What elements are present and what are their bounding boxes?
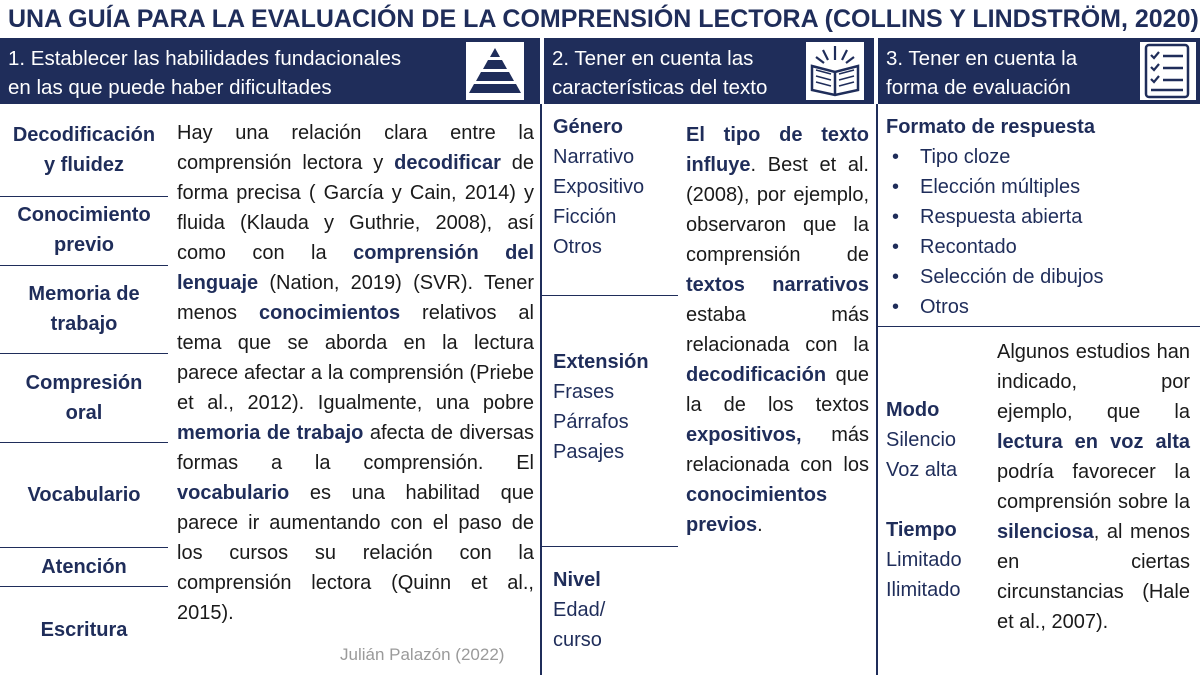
skill-label: Vocabulario	[27, 484, 141, 506]
text-run: afecta de diversas formas a la comprensión. El	[177, 422, 534, 474]
skill-conocimiento-previo	[0, 198, 168, 262]
text-run: . Best et al. (2008), por ejemplo, observaron que la comprensión de	[686, 154, 869, 266]
reading-mode-paragraph	[997, 337, 1190, 637]
skill-label: Escritura	[40, 619, 128, 641]
list-item: Párrafos	[553, 411, 629, 433]
list-item: Silencio	[886, 429, 957, 451]
text-run: más relacionada con los	[686, 424, 869, 476]
response-format-list	[886, 112, 1194, 322]
row-divider	[0, 442, 168, 443]
header-line: 2. Tener en cuenta las	[552, 47, 754, 70]
list-item: Expositivo	[553, 176, 645, 198]
row-divider	[0, 586, 168, 587]
highlight-term: El tipo de texto influye	[686, 124, 869, 176]
list-item: • Otros	[886, 292, 1194, 322]
list-item: Frases	[553, 381, 615, 403]
highlight-term: memoria de trabajo	[177, 422, 364, 444]
list-heading: Extensión	[553, 351, 649, 373]
highlight-term: conocimientos previos	[686, 484, 828, 536]
skill-atencion	[0, 550, 168, 584]
skill-label: trabajo	[50, 313, 118, 335]
header-line: características del texto	[552, 76, 768, 99]
text-run: (Nation, 2019) (SVR). Tener menos	[177, 272, 534, 324]
highlight-term: expositivos,	[686, 424, 802, 446]
text-run: es una habilitad que parece ir aumentando con el paso de los cursos su relación con la comprensión lectora (Quinn et al., 2015).	[177, 482, 534, 624]
text-run: Hay una relación clara entre la comprensión lectora y	[177, 122, 534, 174]
skill-decodificacion	[0, 118, 168, 182]
row-divider	[0, 196, 168, 197]
column-divider	[540, 104, 542, 675]
text-run: estaba más relacionada con la	[686, 304, 869, 356]
text-run: relativos al tema que se aborda en la lectura parece afectar a la comprensión (Priebe et al., 2012). Igualmente, una pobre	[177, 302, 535, 414]
list-heading: Formato de respuesta	[886, 116, 1095, 138]
skill-label: Memoria de	[28, 283, 140, 305]
skill-label: Atención	[41, 556, 127, 578]
text-run: .	[757, 514, 763, 536]
time-list	[886, 515, 962, 605]
list-heading: Género	[553, 116, 624, 138]
skill-escritura	[0, 613, 168, 647]
length-list	[553, 347, 649, 467]
list-item: Voz alta	[886, 459, 958, 481]
skill-memoria-de-trabajo	[0, 276, 168, 342]
list-item: Limitado	[886, 549, 962, 571]
list-item: Pasajes	[553, 441, 625, 463]
list-item: • Selección de dibujos	[886, 262, 1194, 292]
row-divider	[542, 546, 678, 547]
list-item: Narrativo	[553, 146, 635, 168]
row-divider	[0, 265, 168, 266]
pyramid-icon	[466, 42, 524, 100]
author-credit: Julián Palazón (2022)	[340, 645, 505, 664]
row-divider	[542, 295, 678, 296]
skill-label: Decodificación	[12, 124, 156, 146]
skill-label: y fluidez	[43, 154, 124, 176]
section-header-assessment-form	[878, 38, 1200, 104]
text-run: , al menos en ciertas circunstancias (Hale et al., 2007).	[997, 521, 1190, 633]
genre-list	[553, 112, 644, 262]
level-list	[553, 565, 605, 655]
highlight-term: conocimientos	[258, 302, 401, 324]
highlight-term: decodificar	[394, 152, 501, 174]
highlight-term: comprensión del lenguaje	[177, 242, 535, 294]
list-item: Edad/	[553, 599, 606, 621]
text-run: podría favorecer la comprensión sobre la	[997, 461, 1190, 513]
header-line: 1. Establecer las habilidades fundacionales	[8, 47, 402, 70]
list-item: Ficción	[553, 206, 617, 228]
skill-label: Compresión	[25, 372, 143, 394]
open-book-icon	[806, 42, 864, 100]
mode-list	[886, 395, 957, 485]
text-run: de forma precisa ( García y Cain, 2014) y fluida (Klauda y Guthrie, 2008), así como con la	[177, 152, 534, 264]
list-item: curso	[553, 629, 602, 651]
header-text	[886, 44, 1077, 102]
row-divider	[878, 326, 1200, 327]
list-item: Otros	[553, 236, 602, 258]
column-divider	[876, 104, 878, 675]
header-line: forma de evaluación	[886, 76, 1071, 99]
list-item: • Elección múltiples	[886, 172, 1194, 202]
list-heading: Nivel	[553, 569, 601, 591]
header-text	[552, 44, 767, 102]
highlight-term: textos narrativos	[686, 274, 869, 296]
text-run: que la de los textos	[686, 364, 869, 416]
text-type-paragraph	[686, 120, 869, 540]
list-heading: Tiempo	[886, 519, 957, 541]
list-item: • Recontado	[886, 232, 1194, 262]
page-title: UNA GUÍA PARA LA EVALUACIÓN DE LA COMPRENSIÓN LECTORA (COLLINS Y LINDSTRÖM, 2020)	[0, 0, 1200, 38]
row-divider	[0, 547, 168, 548]
highlight-term: decodificación	[686, 364, 827, 386]
skill-label: Conocimiento	[17, 204, 151, 226]
list-item: • Tipo cloze	[886, 142, 1194, 172]
row-divider	[0, 353, 168, 354]
checklist-icon	[1140, 42, 1196, 100]
skill-label: oral	[65, 402, 103, 424]
highlight-term: lectura en voz alta	[997, 431, 1190, 453]
highlight-term: silenciosa	[997, 521, 1094, 543]
skill-label: previo	[53, 234, 115, 256]
highlight-term: vocabulario	[177, 482, 290, 504]
list-item: Ilimitado	[886, 579, 961, 601]
skill-vocabulario	[0, 478, 168, 512]
list-heading: Modo	[886, 399, 940, 421]
skill-compresion-oral	[0, 365, 168, 431]
header-line: en las que puede haber dificultades	[8, 76, 332, 99]
text-run: Algunos estudios han indicado, por ejemplo, que la	[997, 341, 1190, 423]
header-text	[8, 44, 401, 102]
section-header-foundational-skills	[0, 38, 540, 104]
section-header-text-features	[544, 38, 874, 104]
list-item: • Respuesta abierta	[886, 202, 1194, 232]
header-line: 3. Tener en cuenta la	[886, 47, 1078, 70]
foundational-skills-paragraph	[177, 118, 534, 628]
